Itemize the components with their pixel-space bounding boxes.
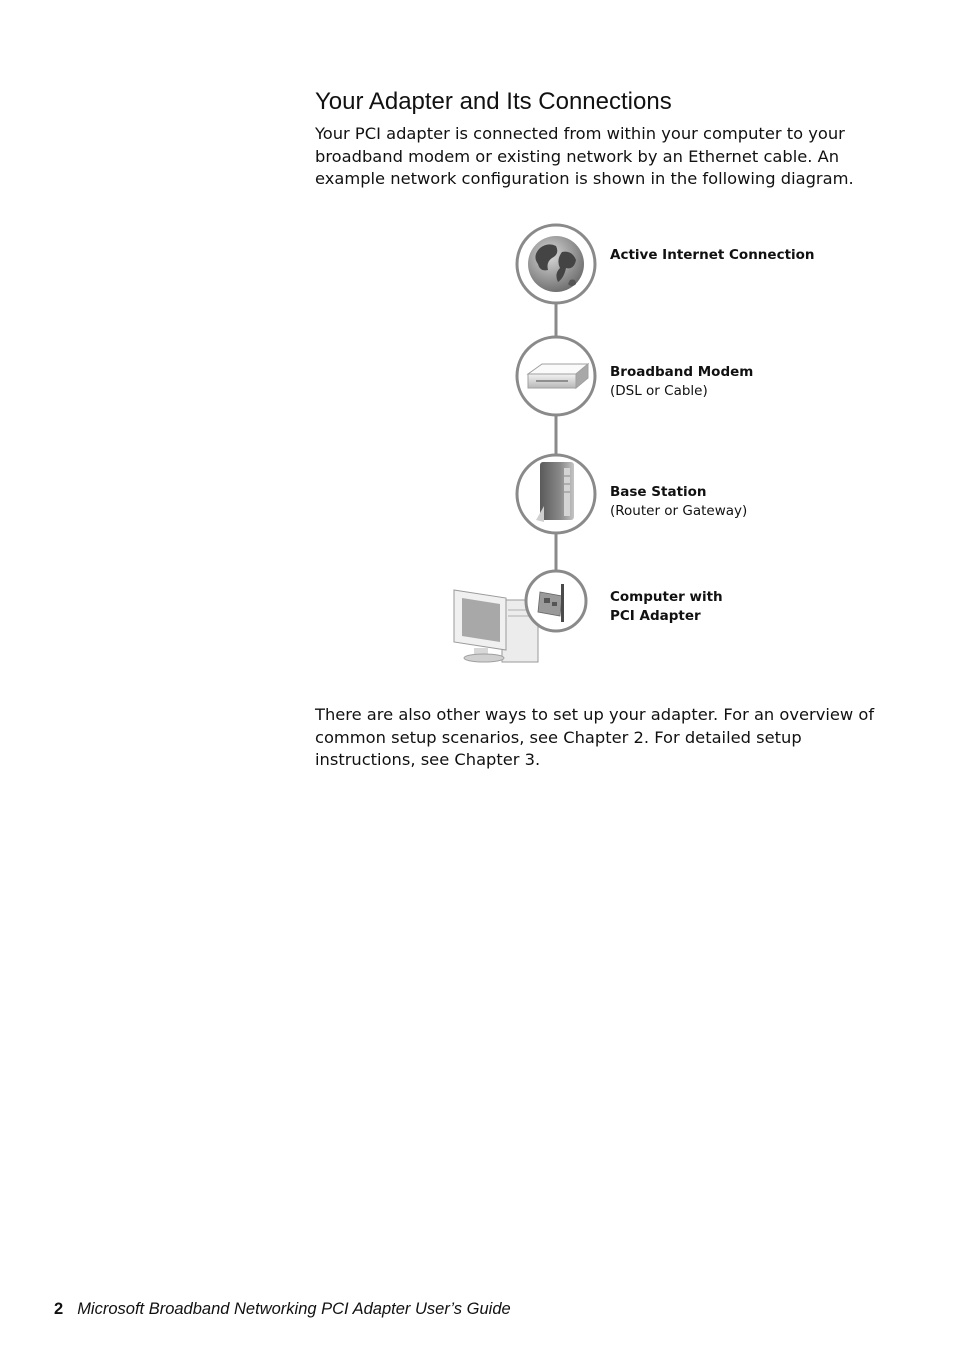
node-label-title: Base Station [610,484,707,500]
intro-paragraph: Your PCI adapter is connected from within your computer to your broadband modem or existing network by an Ethernet cable. An example network configuration is shown in the following diagram. [315,124,854,188]
base-station-icon [536,462,574,522]
node-label-base-station [610,483,747,521]
node-label-subtitle: PCI Adapter [610,608,701,624]
guide-title: Microsoft Broadband Networking PCI Adapter User’s Guide [77,1300,511,1318]
node-label-modem [610,363,753,401]
page-number: 2 [54,1300,64,1318]
node-label-subtitle: (DSL or Cable) [610,383,708,399]
node-label-title: Active Internet Connection [610,247,815,263]
node-label-subtitle: (Router or Gateway) [610,503,748,519]
globe-icon [528,236,584,292]
page-footer [54,1300,511,1319]
node-label-computer [610,588,723,626]
node-label-internet [610,246,815,265]
closing-paragraph: There are also other ways to set up your adapter. For an overview of common setup scenarios, see Chapter 2. For detailed setup instructions, see Chapter 3. [315,705,875,769]
node-label-title: Computer with [610,589,723,605]
page-title: Your Adapter and Its Connections [315,88,672,115]
modem-icon [528,364,588,388]
network-diagram [440,218,840,678]
node-label-title: Broadband Modem [610,364,754,380]
